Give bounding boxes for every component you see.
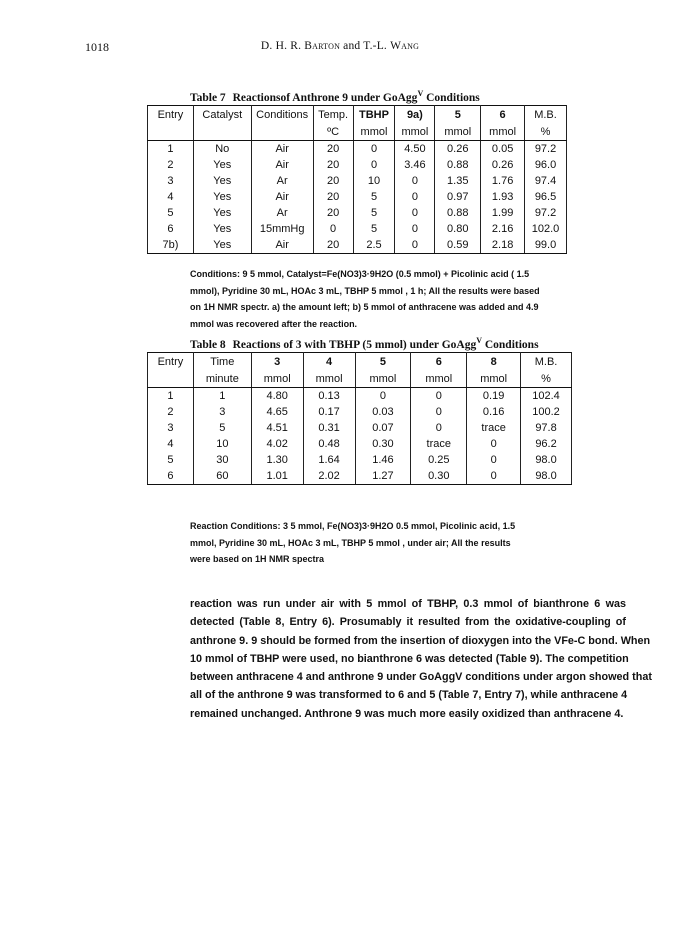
table8-header-cell: Time [193, 353, 251, 372]
running-head-author-1: Barton [304, 40, 341, 52]
table8-notes [190, 518, 515, 568]
table7-cell: 20 [313, 189, 353, 205]
table8-row [148, 388, 572, 405]
table7-row [148, 157, 567, 173]
table7-caption-sup: V [417, 89, 424, 98]
table8-cell: 0.30 [355, 436, 411, 452]
table8-cell: 4.02 [251, 436, 303, 452]
table7-cell: 2.16 [481, 221, 525, 237]
table7-note-line: Conditions: 9 5 mmol, Catalyst=Fe(NO3)3·9H2O (0.5 mmol) + Picolinic acid ( 1.5 [190, 269, 530, 279]
table7-cell: 20 [313, 237, 353, 254]
running-head-part-a: D. H. R. [260, 40, 305, 52]
table8-cell: 0 [355, 388, 411, 405]
table8-header-row [148, 353, 572, 372]
table7-cell: 0.59 [435, 237, 481, 254]
table8-header-cell: 5 [355, 353, 411, 372]
table8-cell: 0 [411, 388, 467, 405]
table8-header-cell: mmol [411, 371, 467, 388]
table8-cell: 5 [193, 420, 251, 436]
table7-cell: Yes [193, 157, 251, 173]
table7-cell: 99.0 [525, 237, 567, 254]
table8-cell: 0.16 [467, 404, 521, 420]
table7-cell: Yes [193, 173, 251, 189]
table7-cell: 5 [353, 189, 395, 205]
table7-cell: 97.2 [525, 141, 567, 158]
table7-caption-text: Reactionsof Anthrone 9 under GoAgg [232, 91, 418, 104]
table7-cell: 102.0 [525, 221, 567, 237]
table7-cell: Yes [193, 237, 251, 254]
table8-cell: 2.02 [303, 468, 355, 485]
table7-cell: 1.99 [481, 205, 525, 221]
table8-units-row [148, 371, 572, 388]
table7-header-cell: Conditions [251, 106, 313, 125]
table7-cell: 5 [353, 221, 395, 237]
table7-units-row [148, 124, 567, 141]
table7-cell: 0.97 [435, 189, 481, 205]
table8-cell: 4.51 [251, 420, 303, 436]
table8-row [148, 452, 572, 468]
table7-cell: Air [251, 189, 313, 205]
body-line: all of the anthrone 9 was transformed to 6 and 5 (Table 7, Entry 7), while anthracene 4 [190, 689, 628, 702]
table8-header-cell: 3 [251, 353, 303, 372]
table8-caption-sup: V [476, 336, 482, 345]
table7-header-cell: 5 [435, 106, 481, 125]
table7-caption-tail: Conditions [423, 91, 480, 104]
table8-cell: 1.64 [303, 452, 355, 468]
table8-header-cell: M.B. [521, 353, 572, 372]
table8-cell: 102.4 [521, 388, 572, 405]
table8-cell: 0 [411, 404, 467, 420]
table8-cell: 1.27 [355, 468, 411, 485]
table8-cell: 10 [193, 436, 251, 452]
table7-header-cell [193, 124, 251, 141]
table8-cell: 0 [467, 436, 521, 452]
table8-cell: 30 [193, 452, 251, 468]
table7-header-cell [148, 124, 194, 141]
table8-header-cell: Entry [148, 353, 194, 372]
table7-header-cell: ºC [313, 124, 353, 141]
table7-cell: Ar [251, 205, 313, 221]
table7-cell: 4.50 [395, 141, 435, 158]
table8-header-cell: % [521, 371, 572, 388]
table8-cell: 100.2 [521, 404, 572, 420]
body-line: reaction was run under air with 5 mmol of TBHP, 0.3 mmol of bianthrone 6 was [190, 598, 626, 610]
table7-cell: 97.2 [525, 205, 567, 221]
table7-cell: 0 [313, 221, 353, 237]
table8-row [148, 420, 572, 436]
table7-cell: 6 [148, 221, 194, 237]
table8-cell: 97.8 [521, 420, 572, 436]
table8-cell: 1.30 [251, 452, 303, 468]
table8-cell: 98.0 [521, 452, 572, 468]
table8-cell: 5 [148, 452, 194, 468]
table7-cell: 96.0 [525, 157, 567, 173]
table8-cell: 3 [193, 404, 251, 420]
table8-label: Table 8 [190, 338, 226, 351]
table8-cell: 60 [193, 468, 251, 485]
table7-row [148, 173, 567, 189]
body-line: between anthracene 4 and anthrone 9 under GoAggV conditions under argon showed that [190, 671, 652, 684]
table8-note-line: Reaction Conditions: 3 5 mmol, Fe(NO3)3·9H2O 0.5 mmol, Picolinic acid, 1.5 [190, 521, 516, 531]
table7-cell: 2 [148, 157, 194, 173]
table8-note-line: mmol, Pyridine 30 mL, HOAc 3 mL, TBHP 5 mmol , under air; All the results [190, 537, 511, 548]
table7-header-cell: % [525, 124, 567, 141]
table7-cell: 0.88 [435, 157, 481, 173]
table8-cell: 4.80 [251, 388, 303, 405]
table8-cell: 0.48 [303, 436, 355, 452]
table8-row [148, 468, 572, 485]
table7-header-cell: mmol [395, 124, 435, 141]
table7-row [148, 221, 567, 237]
table7-cell: 5 [353, 205, 395, 221]
table7 [147, 105, 567, 254]
table7-cell: 0 [395, 205, 435, 221]
table8-cell: 96.2 [521, 436, 572, 452]
table7-cell: 20 [313, 205, 353, 221]
body-line: remained unchanged. Anthrone 9 was much more easily oxidized than anthracene 4. [190, 707, 624, 720]
table7-note-line: on 1H NMR spectr. a) the amount left; b) 5 mmol of anthracene was added and 4.9 [190, 302, 539, 312]
table8-cell: 6 [148, 468, 194, 485]
table8-caption [190, 336, 539, 351]
table7-cell: 0 [395, 237, 435, 254]
table8-note-line: were based on 1H NMR spectra [190, 554, 325, 564]
table8-cell: 0.03 [355, 404, 411, 420]
table8-cell: 98.0 [521, 468, 572, 485]
table7-label: Table 7 [190, 91, 226, 104]
table7-cell: 3.46 [395, 157, 435, 173]
table7-header-cell: TBHP [353, 106, 395, 125]
table8-cell: trace [411, 436, 467, 452]
table7-header-cell: mmol [353, 124, 395, 141]
table8-caption-tail: Conditions [481, 338, 539, 351]
table8-cell: 3 [148, 420, 194, 436]
table8-header-cell: mmol [303, 371, 355, 388]
table7-cell: 15mmHg [251, 221, 313, 237]
table7-row [148, 189, 567, 205]
table7-cell: 0 [353, 141, 395, 158]
table8-cell: 4.65 [251, 404, 303, 420]
table7-header-cell: mmol [481, 124, 525, 141]
table7-cell: 20 [313, 157, 353, 173]
table7-cell: 0 [395, 221, 435, 237]
table7-header-cell: Entry [148, 106, 194, 125]
table8-cell: 0.13 [303, 388, 355, 405]
table8-cell: 4 [148, 436, 194, 452]
table7-cell: 0.26 [481, 157, 525, 173]
table7-note-line: mmol was recovered after the reaction. [190, 318, 358, 329]
table8-cell: 0.30 [411, 468, 467, 485]
table7-cell: Yes [193, 221, 251, 237]
table7-cell: 0 [395, 173, 435, 189]
table7-header-cell: mmol [435, 124, 481, 141]
body-line: anthrone 9. 9 should be formed from the insertion of dioxygen into the VFe-C bond. When [190, 634, 651, 647]
table7-header-row [148, 106, 567, 125]
table8-body [148, 388, 572, 485]
table7-cell: 2.18 [481, 237, 525, 254]
table7-cell: 3 [148, 173, 194, 189]
table7-header-cell: 9a) [395, 106, 435, 125]
table8-cell: 0 [411, 420, 467, 436]
table7-cell: Air [251, 157, 313, 173]
table8-cell: 0.25 [411, 452, 467, 468]
running-head [0, 40, 680, 52]
table7-cell: 1.76 [481, 173, 525, 189]
table7-cell: 5 [148, 205, 194, 221]
table8-cell: 1.01 [251, 468, 303, 485]
table7-cell: 0.88 [435, 205, 481, 221]
table8-header-cell: mmol [355, 371, 411, 388]
table8-row [148, 436, 572, 452]
table8-cell: 0 [467, 452, 521, 468]
table8-header-cell: 6 [411, 353, 467, 372]
running-head-part-c: and T.-L. [340, 40, 391, 52]
table8-cell: trace [467, 420, 521, 436]
table7-cell: Air [251, 141, 313, 158]
table7-body [148, 141, 567, 254]
table8-cell: 1.46 [355, 452, 411, 468]
table7-header-cell: 6 [481, 106, 525, 125]
table7-caption [190, 89, 480, 104]
running-head-author-2: Wang [390, 40, 420, 52]
table7-cell: 4 [148, 189, 194, 205]
table7-note-line: mmol), Pyridine 30 mL, HOAc 3 mL, TBHP 5 mmol , 1 h; All the results were based [190, 285, 540, 296]
table8-cell: 0.07 [355, 420, 411, 436]
table7-cell: Yes [193, 205, 251, 221]
table8-cell: 0.19 [467, 388, 521, 405]
table7-cell: Air [251, 237, 313, 254]
table7-cell: 0.80 [435, 221, 481, 237]
table8-cell: 2 [148, 404, 194, 420]
table8-header-cell: 8 [467, 353, 521, 372]
table7-cell: 0.05 [481, 141, 525, 158]
body-paragraph [190, 595, 652, 723]
table8-cell: 0.17 [303, 404, 355, 420]
table8-cell: 0.31 [303, 420, 355, 436]
table7-cell: Ar [251, 173, 313, 189]
body-line: detected (Table 8, Entry 6). Prosumably it resulted from the oxidative-coupling of [190, 616, 626, 629]
table7-header-cell: Catalyst [193, 106, 251, 125]
table8-cell: 1 [148, 388, 194, 405]
table7-row [148, 237, 567, 254]
table7-cell: No [193, 141, 251, 158]
table7-cell: 96.5 [525, 189, 567, 205]
table7-cell: 1 [148, 141, 194, 158]
table8-cell: 0 [467, 468, 521, 485]
table8-cell: 1 [193, 388, 251, 405]
table8-header-cell: 4 [303, 353, 355, 372]
table7-header-cell: M.B. [525, 106, 567, 125]
table7-row [148, 141, 567, 158]
table7-cell: 1.35 [435, 173, 481, 189]
table7-cell: 20 [313, 173, 353, 189]
table7-row [148, 205, 567, 221]
table7-cell: 1.93 [481, 189, 525, 205]
table7-notes [190, 266, 540, 332]
table8-caption-text: Reactions of 3 with TBHP (5 mmol) under GoAgg [232, 338, 477, 351]
body-line: 10 mmol of TBHP were used, no bianthrone 6 was detected (Table 9). The competition [190, 652, 629, 665]
table8-header-cell: minute [193, 371, 251, 388]
table7-cell: 0 [395, 189, 435, 205]
table7-cell: 0.26 [435, 141, 481, 158]
table7-header-cell: Temp. [313, 106, 353, 125]
table7-cell: 0 [353, 157, 395, 173]
page-number: 1018 [85, 40, 109, 54]
table7-cell: 7b) [148, 237, 194, 254]
table8-header-cell: mmol [467, 371, 521, 388]
table8 [147, 352, 572, 485]
table7-cell: 97.4 [525, 173, 567, 189]
table8-row [148, 404, 572, 420]
table8-header-cell [148, 371, 194, 388]
table7-cell: 2.5 [353, 237, 395, 254]
table7-cell: 10 [353, 173, 395, 189]
table7-header-cell [251, 124, 313, 141]
table7-cell: 20 [313, 141, 353, 158]
table8-header-cell: mmol [251, 371, 303, 388]
table7-cell: Yes [193, 189, 251, 205]
